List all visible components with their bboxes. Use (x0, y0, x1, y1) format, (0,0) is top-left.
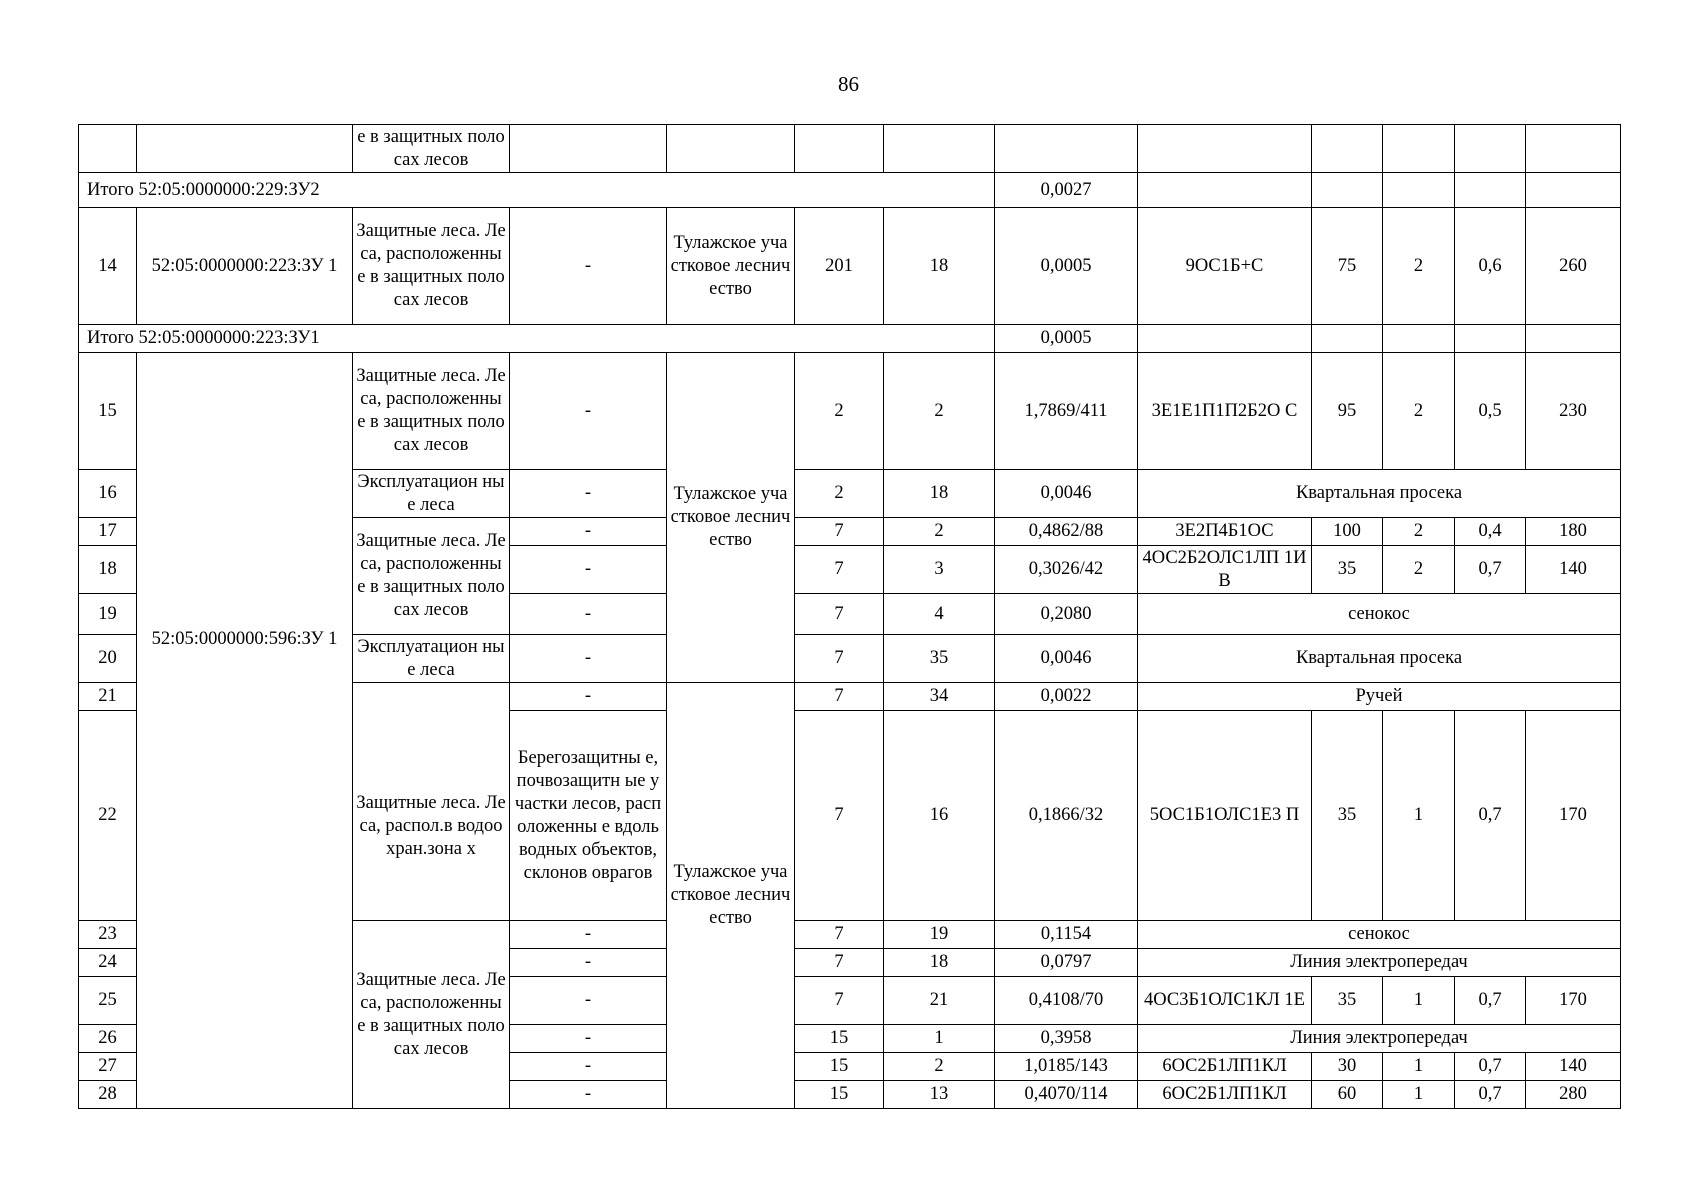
land-note: Квартальная просека (1138, 635, 1621, 683)
forest-purpose: Защитные леса. Леса, распол.в водоохран.зона х (353, 683, 510, 921)
row-number: 20 (79, 635, 137, 683)
cell-empty (1312, 173, 1383, 208)
row-number: 17 (79, 518, 137, 546)
row-number: 22 (79, 711, 137, 921)
row-number: 26 (79, 1025, 137, 1053)
area: 0,0022 (995, 683, 1138, 711)
cell-empty (1526, 125, 1621, 173)
bonitet: 1 (1383, 977, 1455, 1025)
cell-empty (795, 125, 884, 173)
area: 0,0005 (995, 208, 1138, 325)
row-number: 23 (79, 921, 137, 949)
quarter: 2 (795, 353, 884, 470)
special-zone: Берегозащитны е,почвозащитн ые участки лесов, расположенны е вдоль водных объектов, склонов оврагов (510, 711, 667, 921)
quarter: 7 (795, 921, 884, 949)
cell-empty (1138, 325, 1312, 353)
special-zone: - (510, 1053, 667, 1081)
bonitet: 2 (1383, 353, 1455, 470)
area: 0,4070/114 (995, 1081, 1138, 1109)
row-number: 16 (79, 470, 137, 518)
area: 0,2080 (995, 594, 1138, 635)
vydel: 35 (884, 635, 995, 683)
quarter: 15 (795, 1025, 884, 1053)
vydel: 34 (884, 683, 995, 711)
cell-empty (1455, 125, 1526, 173)
cell-empty (1455, 173, 1526, 208)
stock: 140 (1526, 1053, 1621, 1081)
density: 0,6 (1455, 208, 1526, 325)
quarter: 2 (795, 470, 884, 518)
forest-purpose: Защитные леса. Леса, расположенны е в защитных полосах лесов (353, 208, 510, 325)
vydel: 3 (884, 546, 995, 594)
forestry: Тулажское участковое лесничество (667, 353, 795, 683)
cell-empty (79, 125, 137, 173)
density: 0,4 (1455, 518, 1526, 546)
composition: 9ОС1Б+С (1138, 208, 1312, 325)
forestry: Тулажское участковое лесничество (667, 208, 795, 325)
cell-empty (1138, 173, 1312, 208)
density: 0,7 (1455, 711, 1526, 921)
vydel: 19 (884, 921, 995, 949)
vydel: 2 (884, 518, 995, 546)
cell-purpose: е в защитных полосах лесов (353, 125, 510, 173)
total-row (79, 173, 1621, 208)
row-number: 19 (79, 594, 137, 635)
cell-empty (1312, 325, 1383, 353)
total-area: 0,0027 (995, 173, 1138, 208)
composition: 4ОС3Б1ОЛС1КЛ 1Е (1138, 977, 1312, 1025)
forest-plots-table (78, 124, 1621, 1109)
land-note: Квартальная просека (1138, 470, 1621, 518)
age: 35 (1312, 977, 1383, 1025)
stock: 280 (1526, 1081, 1621, 1109)
density: 0,7 (1455, 977, 1526, 1025)
special-zone: - (510, 1081, 667, 1109)
total-row (79, 325, 1621, 353)
quarter: 7 (795, 518, 884, 546)
vydel: 18 (884, 949, 995, 977)
bonitet: 1 (1383, 1053, 1455, 1081)
area: 0,3026/42 (995, 546, 1138, 594)
density: 0,7 (1455, 1081, 1526, 1109)
quarter: 7 (795, 635, 884, 683)
area: 0,4108/70 (995, 977, 1138, 1025)
vydel: 4 (884, 594, 995, 635)
vydel: 1 (884, 1025, 995, 1053)
land-note: Линия электропередач (1138, 1025, 1621, 1053)
vydel: 2 (884, 353, 995, 470)
bonitet: 2 (1383, 518, 1455, 546)
forest-purpose: Эксплуатацион ные леса (353, 470, 510, 518)
age: 100 (1312, 518, 1383, 546)
composition: 3Е1Е1П1П2Б2О С (1138, 353, 1312, 470)
cadastral-number: 52:05:0000000:223:ЗУ 1 (137, 208, 353, 325)
stock: 140 (1526, 546, 1621, 594)
special-zone: - (510, 594, 667, 635)
total-label: Итого 52:05:0000000:223:ЗУ1 (79, 325, 995, 353)
quarter: 7 (795, 949, 884, 977)
quarter: 7 (795, 594, 884, 635)
row-number: 24 (79, 949, 137, 977)
bonitet: 2 (1383, 208, 1455, 325)
bonitet: 1 (1383, 711, 1455, 921)
density: 0,7 (1455, 546, 1526, 594)
table-row (79, 208, 1621, 325)
vydel: 13 (884, 1081, 995, 1109)
special-zone: - (510, 949, 667, 977)
area: 0,3958 (995, 1025, 1138, 1053)
land-note: Линия электропередач (1138, 949, 1621, 977)
area: 0,0046 (995, 635, 1138, 683)
stock: 170 (1526, 977, 1621, 1025)
bonitet: 2 (1383, 546, 1455, 594)
special-zone: - (510, 635, 667, 683)
vydel: 16 (884, 711, 995, 921)
area: 0,4862/88 (995, 518, 1138, 546)
table-row (79, 125, 1621, 173)
land-note: сенокос (1138, 921, 1621, 949)
row-number: 28 (79, 1081, 137, 1109)
cell-empty (1138, 125, 1312, 173)
stock: 170 (1526, 711, 1621, 921)
cell-empty (1383, 325, 1455, 353)
age: 60 (1312, 1081, 1383, 1109)
area: 0,1154 (995, 921, 1138, 949)
row-number: 14 (79, 208, 137, 325)
cell-empty (884, 125, 995, 173)
stock: 260 (1526, 208, 1621, 325)
age: 75 (1312, 208, 1383, 325)
area: 0,0797 (995, 949, 1138, 977)
total-area: 0,0005 (995, 325, 1138, 353)
vydel: 18 (884, 208, 995, 325)
cadastral-number: 52:05:0000000:596:ЗУ 1 (137, 353, 353, 1109)
composition: 4ОС2Б2ОЛС1ЛП 1ИВ (1138, 546, 1312, 594)
composition: 6ОС2Б1ЛП1КЛ (1138, 1053, 1312, 1081)
land-note: Ручей (1138, 683, 1621, 711)
composition: 6ОС2Б1ЛП1КЛ (1138, 1081, 1312, 1109)
special-zone: - (510, 518, 667, 546)
forest-purpose: Эксплуатацион ные леса (353, 635, 510, 683)
quarter: 15 (795, 1081, 884, 1109)
row-number: 25 (79, 977, 137, 1025)
quarter: 7 (795, 546, 884, 594)
area: 1,7869/411 (995, 353, 1138, 470)
composition: 5ОС1Б1ОЛС1Е3 П (1138, 711, 1312, 921)
table-row (79, 353, 1621, 470)
cell-empty (510, 125, 667, 173)
age: 35 (1312, 546, 1383, 594)
special-zone: - (510, 353, 667, 470)
forest-purpose: Защитные леса. Леса, расположенны е в защитных полосах лесов (353, 518, 510, 635)
quarter: 7 (795, 977, 884, 1025)
forestry: Тулажское участковое лесничество (667, 683, 795, 1109)
special-zone: - (510, 1025, 667, 1053)
density: 0,7 (1455, 1053, 1526, 1081)
cell-empty (667, 125, 795, 173)
row-number: 15 (79, 353, 137, 470)
cell-empty (1383, 125, 1455, 173)
vydel: 21 (884, 977, 995, 1025)
cell-empty (1312, 125, 1383, 173)
area: 1,0185/143 (995, 1053, 1138, 1081)
age: 30 (1312, 1053, 1383, 1081)
row-number: 21 (79, 683, 137, 711)
quarter: 201 (795, 208, 884, 325)
vydel: 2 (884, 1053, 995, 1081)
cell-empty (1526, 173, 1621, 208)
row-number: 18 (79, 546, 137, 594)
special-zone: - (510, 977, 667, 1025)
vydel: 18 (884, 470, 995, 518)
bonitet: 1 (1383, 1081, 1455, 1109)
area: 0,0046 (995, 470, 1138, 518)
quarter: 7 (795, 711, 884, 921)
composition: 3Е2П4Б1ОС (1138, 518, 1312, 546)
age: 95 (1312, 353, 1383, 470)
quarter: 7 (795, 683, 884, 711)
special-zone: - (510, 470, 667, 518)
total-label: Итого 52:05:0000000:229:ЗУ2 (79, 173, 995, 208)
quarter: 15 (795, 1053, 884, 1081)
row-number: 27 (79, 1053, 137, 1081)
cell-empty (137, 125, 353, 173)
cell-empty (995, 125, 1138, 173)
page-number: 86 (838, 72, 859, 96)
stock: 180 (1526, 518, 1621, 546)
stock: 230 (1526, 353, 1621, 470)
forest-purpose: Защитные леса. Леса, расположенны е в защитных полосах лесов (353, 353, 510, 470)
cell-empty (1455, 325, 1526, 353)
density: 0,5 (1455, 353, 1526, 470)
special-zone: - (510, 921, 667, 949)
area: 0,1866/32 (995, 711, 1138, 921)
age: 35 (1312, 711, 1383, 921)
special-zone: - (510, 546, 667, 594)
special-zone: - (510, 683, 667, 711)
land-note: сенокос (1138, 594, 1621, 635)
forest-purpose: Защитные леса. Леса, расположенны е в защитных полосах лесов (353, 921, 510, 1109)
special-zone: - (510, 208, 667, 325)
cell-empty (1526, 325, 1621, 353)
cell-empty (1383, 173, 1455, 208)
